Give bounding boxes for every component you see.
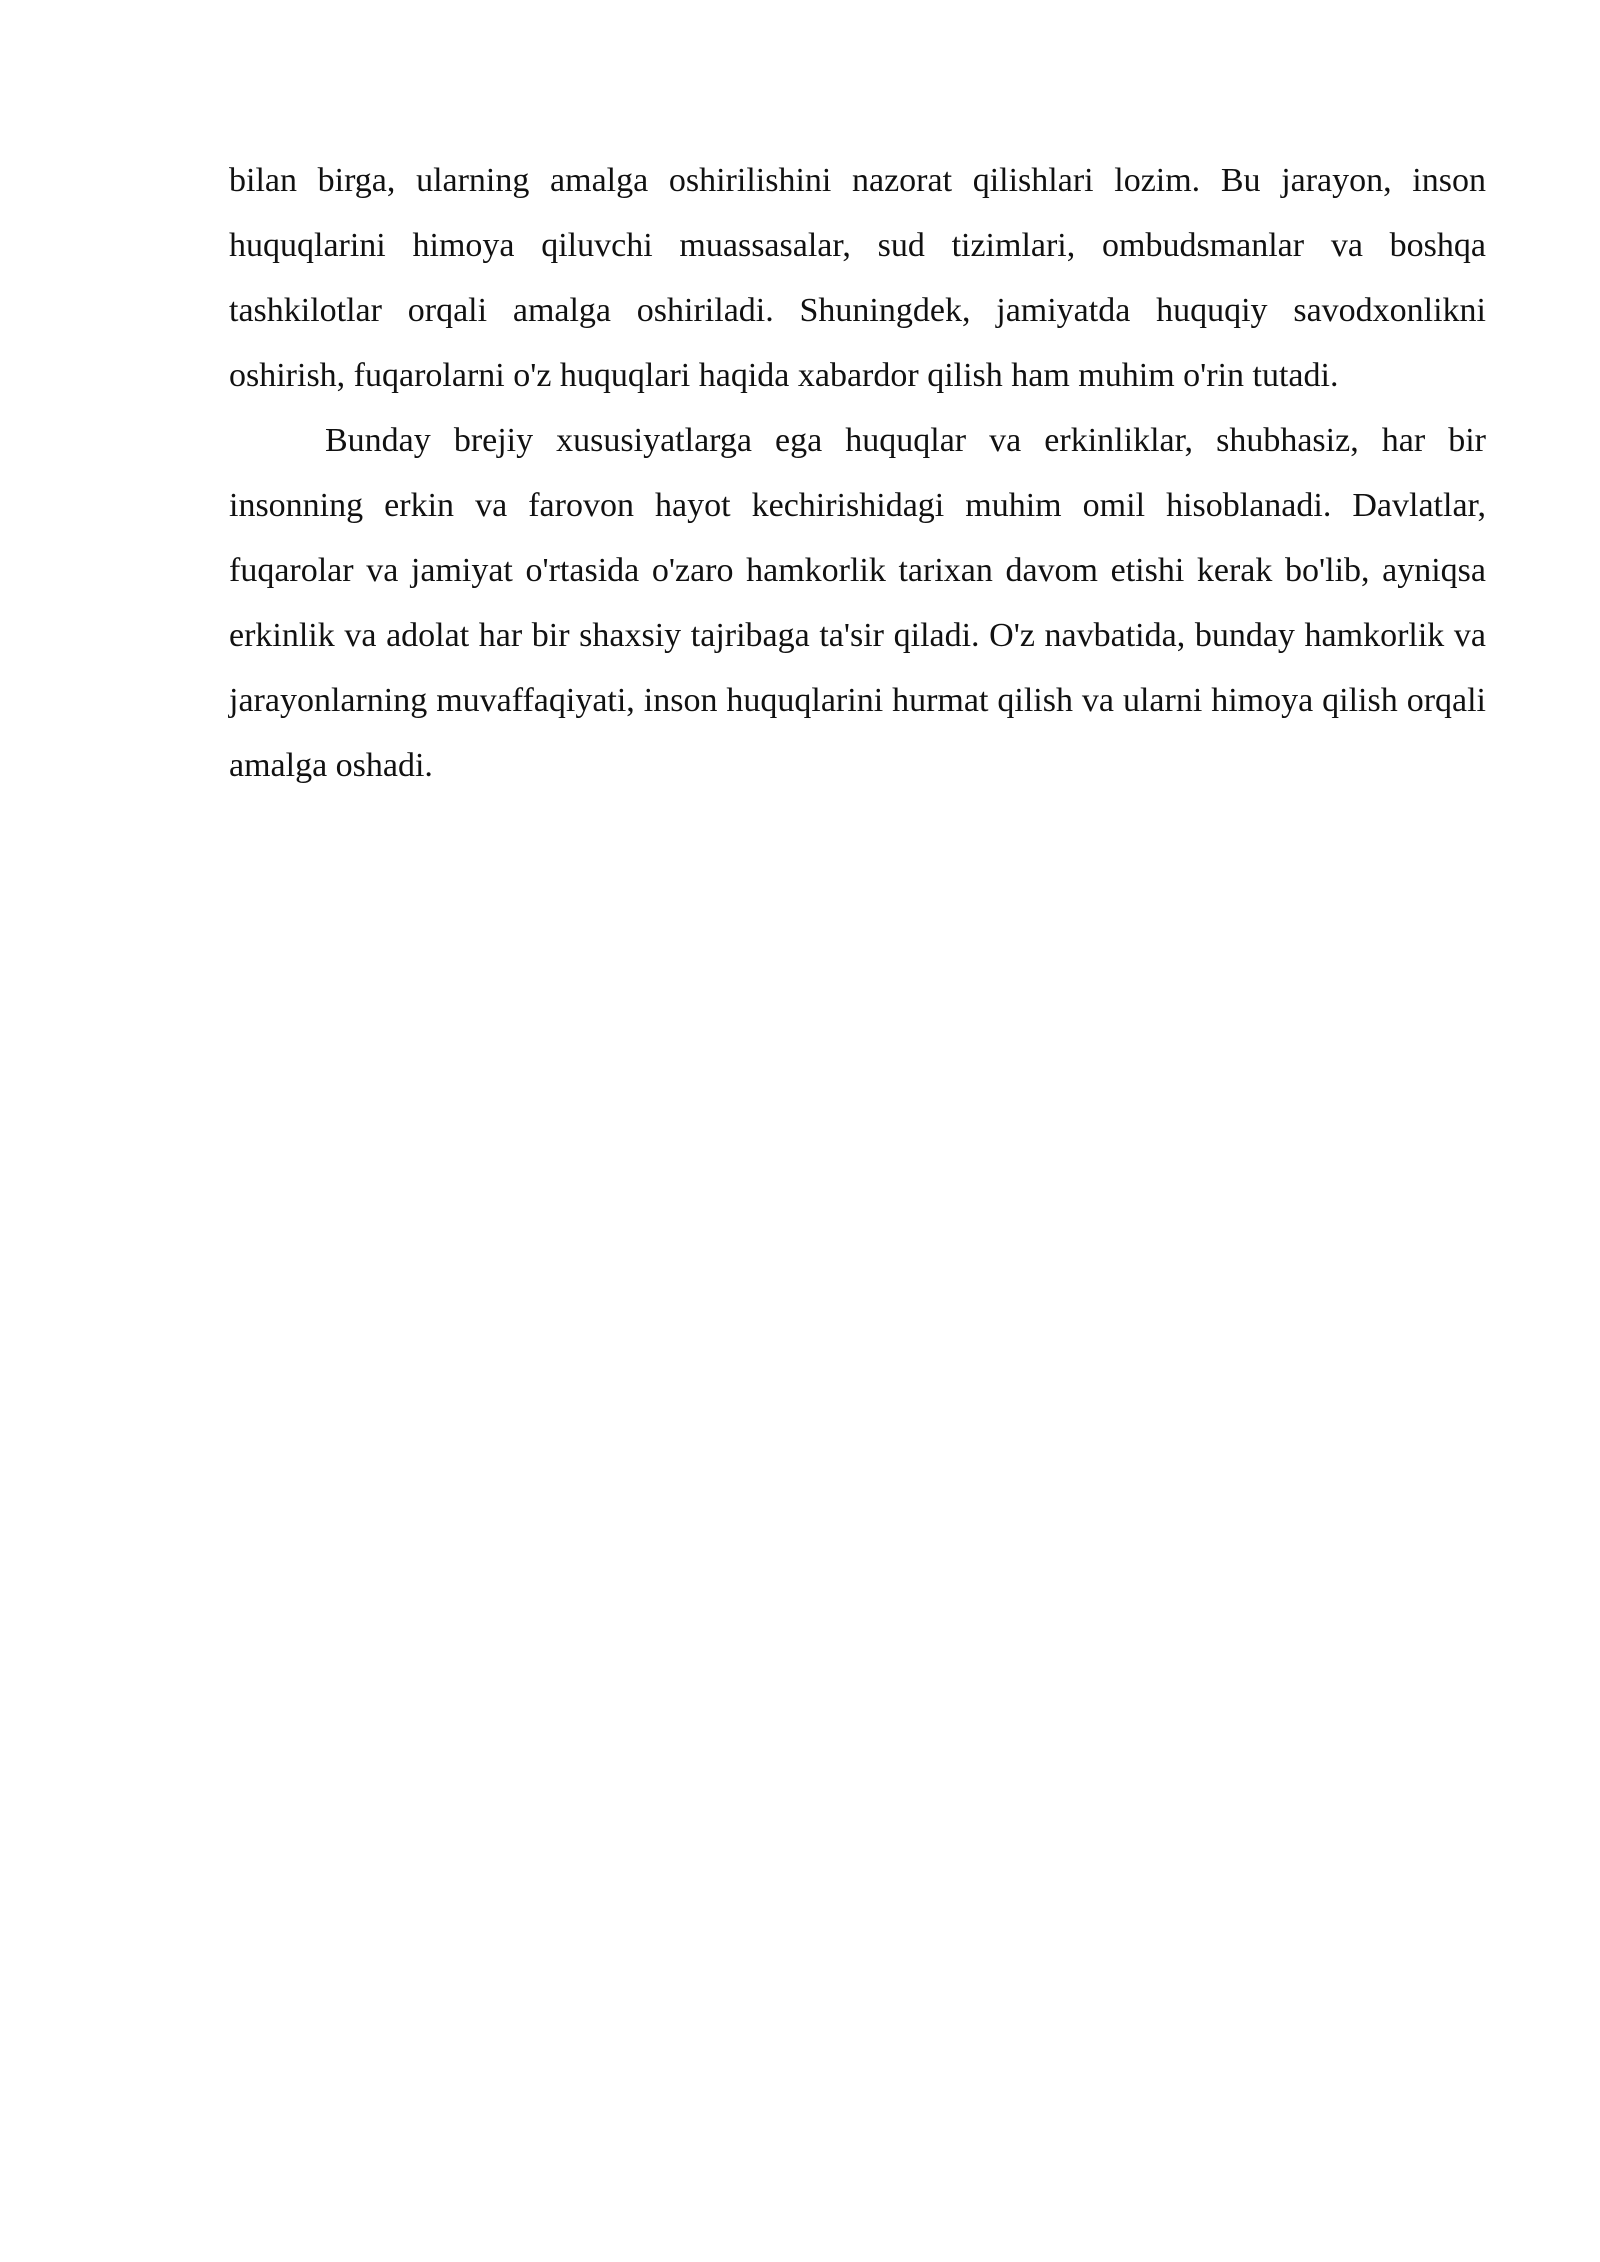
paragraph-2: Bunday brejiy xususiyatlarga ega huquqlar va erkinliklar, shubhasiz, har bir insonning erkin va farovon hayot kechirishidagi muhim omil hisoblanadi. Davlatlar, fuqarolar va jamiyat o'rtasida o'zaro hamkorlik tarixan davom etishi kerak bo'lib, ayniqsa erkinlik va adolat har bir shaxsiy tajribaga ta'sir qiladi. O'z navbatida, bunday hamkorlik va jarayonlarning muvaffaqiyati, inson huquqlarini hurmat qilish va ularni himoya qilish orqali amalga oshadi. (229, 422, 1486, 784)
paragraph-1: bilan birga, ularning amalga oshirilishini nazorat qilishlari lozim. Bu jarayon, inson huquqlarini himoya qiluvchi muassasalar, sud tizimlari, ombudsmanlar va boshqa tashkilotlar orqali amalga oshiriladi. Shuningdek, jamiyatda huquqiy savodxonlikni oshirish, fuqarolarni o'z huquqlari haqida xabardor qilish ham muhim o'rin tutadi. (229, 162, 1486, 394)
body-text (229, 148, 1486, 798)
